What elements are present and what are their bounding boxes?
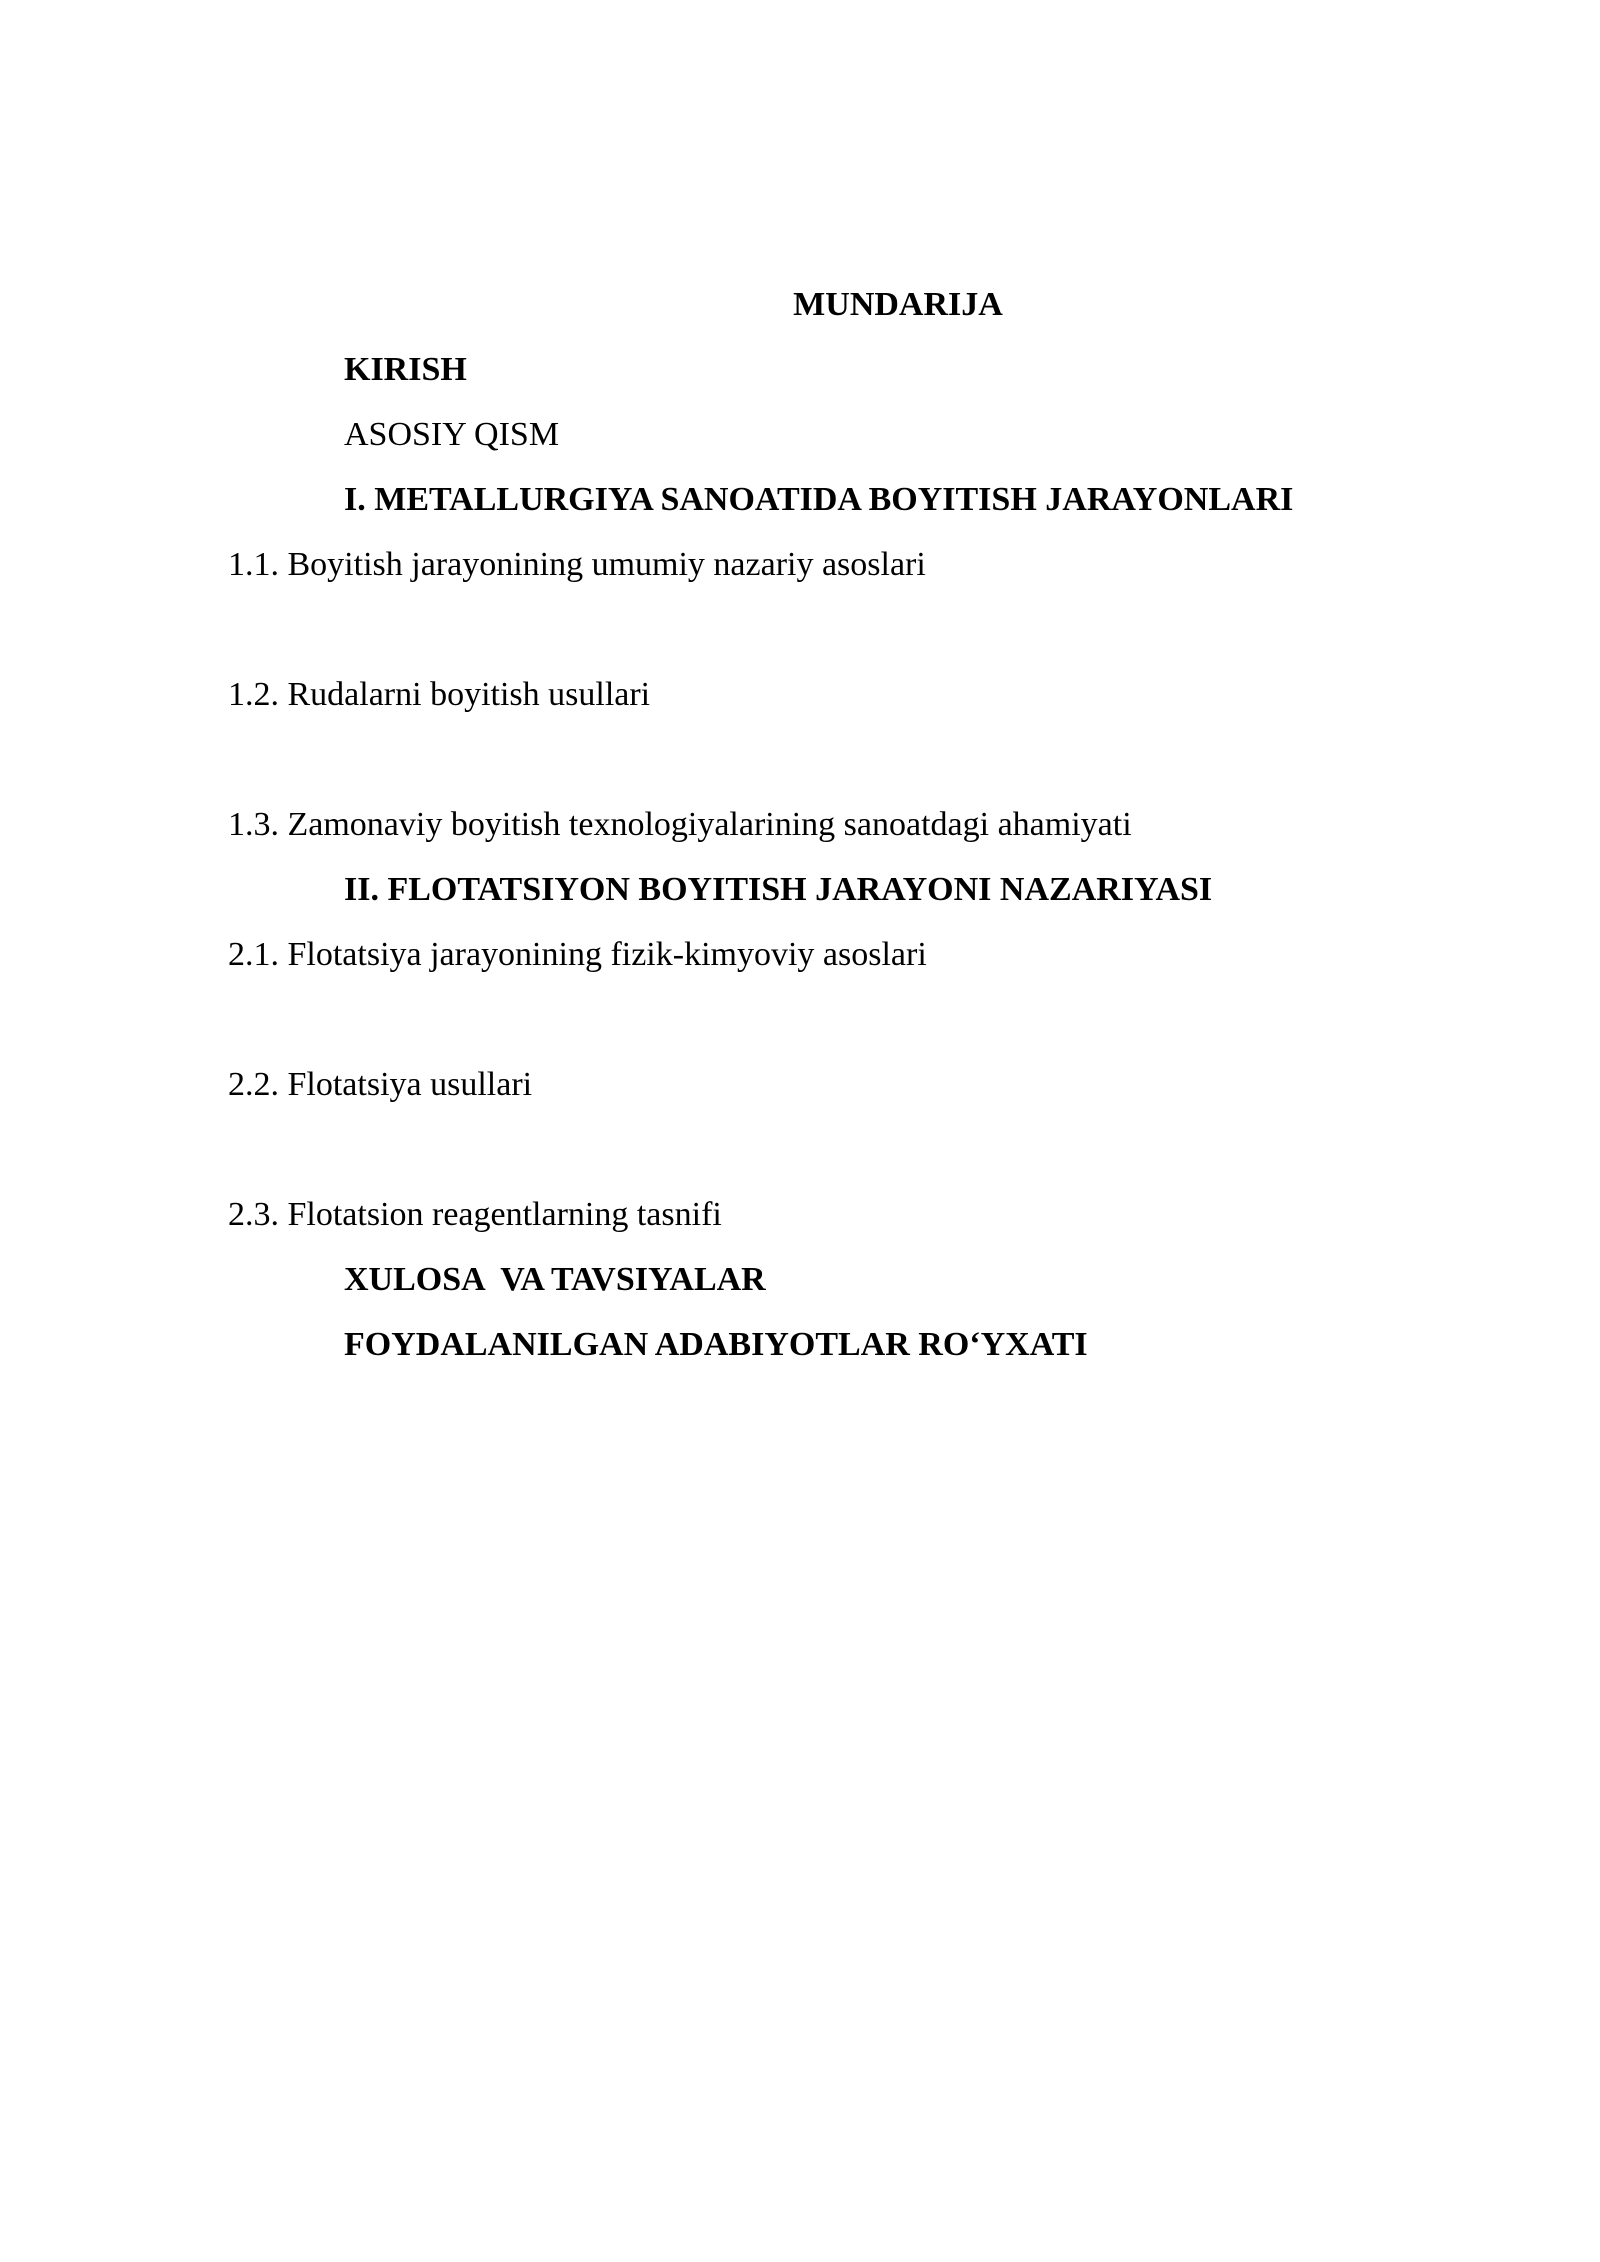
toc-entry-introduction: KIRISH — [344, 351, 467, 388]
toc-entry-references: FOYDALANILGAN ADABIYOTLAR RO‘YXATI — [344, 1326, 1088, 1363]
toc-entry-main-part: ASOSIY QISM — [344, 416, 560, 453]
toc-entry-chapter-2: II. FLOTATSIYON BOYITISH JARAYONI NAZARIYASI — [344, 871, 1213, 908]
toc-entry-conclusion: XULOSA VA TAVSIYALAR — [344, 1261, 766, 1298]
toc-entry-section-2-1: 2.1. Flotatsiya jarayonining fizik-kimyoviy asoslari — [228, 936, 927, 973]
toc-entry-section-1-2: 1.2. Rudalarni boyitish usullari — [228, 676, 651, 713]
toc-entry-section-2-3: 2.3. Flotatsion reagentlarning tasnifi — [228, 1196, 722, 1233]
toc-entry-chapter-1: I. METALLURGIYA SANOATIDA BOYITISH JARAYONLARI — [344, 481, 1294, 518]
toc-entry-section-1-3: 1.3. Zamonaviy boyitish texnologiyalarining sanoatdagi ahamiyati — [228, 806, 1132, 843]
toc-title: MUNDARIJA — [793, 286, 1003, 323]
toc-entry-section-1-1: 1.1. Boyitish jarayonining umumiy nazariy asoslari — [228, 546, 926, 583]
toc-entry-section-2-2: 2.2. Flotatsiya usullari — [228, 1066, 533, 1103]
